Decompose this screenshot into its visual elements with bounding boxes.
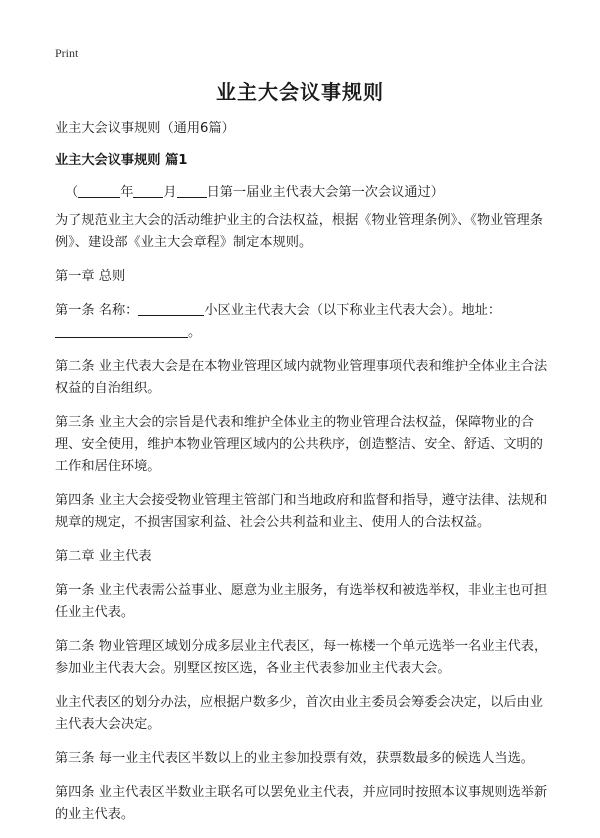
year-label: 年 [120, 185, 134, 200]
chapter-2-article-1: 第一条 业主代表需公益事业、愿意为业主服务，有选举权和被选举权，非业主也可担任业主代表。 [55, 583, 548, 620]
chapter-2-division-paragraph: 业主代表区的划分办法，应根据户数多少，首次由业主委员会筹委会决定，以后由业主代表大会决定。 [55, 695, 543, 732]
document-subtitle: 业主大会议事规则（通用6篇） [55, 121, 235, 136]
article-3-paragraph: 第三条 业主大会的宗旨是代表和维护全体业主的物业管理合法权益，保障物业的合理、安全使用，维护本物业管理区域内的公共秩序，创造整洁、安全、舒适、文明的工作和居住环境。 [55, 415, 543, 474]
month-blank [133, 182, 163, 198]
chapter-2-article-4: 第四条 业主代表区半数业主联名可以罢免业主代表，并应同时按照本议事规则选举新的业主代表。 [55, 785, 548, 822]
article-1-period: 。 [188, 325, 202, 340]
article-2-paragraph: 第二条 业主代表大会是在本物业管理区域内就物业管理事项代表和维护全体业主合法权益的自治组织。 [55, 359, 548, 396]
month-label: 月 [163, 185, 177, 200]
day-blank [177, 182, 207, 198]
chapter-2-article-2: 第二条 物业管理区域划分成多层业主代表区，每一栋楼一个单元选举一名业主代表，参加业主代表大会。别墅区按区选，各业主代表参加业主代表大会。 [55, 639, 548, 676]
article-1-address-label: 小区业主代表大会（以下称业主代表大会）。地址： [204, 303, 502, 318]
intro-paragraph: 为了规范业主大会的活动维护业主的合法权益，根据《物业管理条例》、《物业管理条例》、建设部《业主大会章程》制定本规则。 [55, 213, 543, 250]
address-blank [55, 322, 188, 338]
page-title: 业主大会议事规则 [216, 80, 384, 104]
year-blank [78, 182, 120, 198]
section-heading: 业主大会议事规则 篇1 [55, 153, 188, 168]
community-name-blank [138, 300, 204, 316]
article-4-paragraph: 第四条 业主大会接受物业管理主管部门和当地政府和监督和指导，遵守法律、法规和规章的规定，不损害国家利益、社会公共利益和业主、使用人的合法权益。 [55, 493, 548, 530]
print-link[interactable]: Print [55, 46, 79, 60]
date-open-paren: （ [65, 185, 79, 200]
chapter-1-heading: 第一章 总则 [55, 269, 126, 284]
adoption-date-line [55, 182, 555, 204]
chapter-2-heading: 第二章 业主代表 [55, 549, 152, 564]
day-label: 日第一届业主代表大会第一次会议通过） [206, 185, 444, 200]
chapter-2-article-3: 第三条 每一业主代表区半数以上的业主参加投票有效，获票数最多的候选人当选。 [55, 751, 534, 766]
article-1-paragraph [55, 300, 555, 344]
article-1-name-label: 第一条 名称： [55, 303, 139, 318]
document-body [55, 118, 555, 838]
